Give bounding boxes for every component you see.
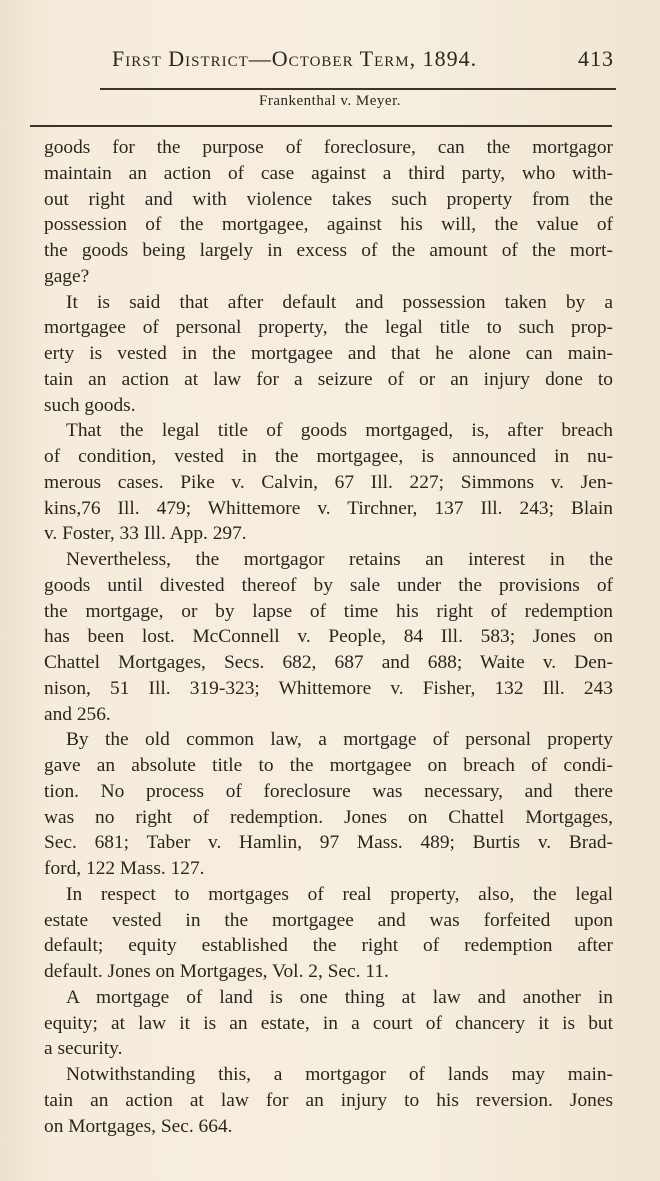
text-line: estate vested in the mortgagee and was forfeited upon xyxy=(44,909,613,931)
paragraph xyxy=(44,1062,613,1139)
text-line: was no right of redemption. Jones on Chattel Mortgages, xyxy=(44,806,613,828)
running-title: First District—October Term, 1894. xyxy=(112,46,478,71)
text-line: erty is vested in the mortgagee and that he alone can main- xyxy=(44,343,613,364)
paragraph xyxy=(44,547,613,727)
text-line: Nevertheless, the mortgagor retains an interest in the xyxy=(66,549,613,570)
text-line: Notwithstanding this, a mortgagor of lands may main- xyxy=(66,1064,613,1085)
text-line: Chattel Mortgages, Secs. 682, 687 and 688; Waite v. Den- xyxy=(44,652,613,673)
text-line: a security. xyxy=(44,1038,123,1060)
text-line: That the legal title of goods mortgaged, is, after breach xyxy=(66,420,613,442)
text-line: ford, 122 Mass. 127. xyxy=(44,858,205,879)
text-line: possession of the mortgagee, against his will, the value of xyxy=(44,214,613,236)
text-line: goods until divested thereof by sale under the provisions of xyxy=(44,574,613,596)
page-number: 413 xyxy=(578,46,614,71)
text-line: tain an action at law for a seizure of or an injury done to xyxy=(44,368,613,390)
text-line: kins,76 Ill. 479; Whittemore v. Tirchner, 137 Ill. 243; Blain xyxy=(44,497,613,519)
running-head xyxy=(112,46,614,76)
text-line: goods for the purpose of foreclosure, can the mortgagor xyxy=(44,137,613,158)
text-line: equity; at law it is an estate, in a court of chancery it is but xyxy=(44,1012,613,1034)
text-line: merous cases. Pike v. Calvin, 67 Ill. 227; Simmons v. Jen- xyxy=(44,471,613,493)
text-line: the goods being largely in excess of the amount of the mort- xyxy=(44,240,613,261)
text-line: Sec. 681; Taber v. Hamlin, 97 Mass. 489; Burtis v. Brad- xyxy=(44,832,613,854)
text-line: maintain an action of case against a third party, who with- xyxy=(44,162,613,184)
paragraph xyxy=(44,882,613,985)
paragraph xyxy=(44,290,613,419)
case-caption: Frankenthal v. Meyer. xyxy=(259,93,401,109)
header-rule-bottom xyxy=(30,125,612,127)
header-rule-top xyxy=(100,88,616,90)
paragraph xyxy=(44,727,613,882)
text-line: A mortgage of land is one thing at law and another in xyxy=(66,986,613,1008)
text-line: and 256. xyxy=(44,703,111,725)
text-line: v. Foster, 33 Ill. App. 297. xyxy=(44,523,247,545)
paragraph xyxy=(44,418,613,547)
text-line: such goods. xyxy=(44,394,136,416)
text-line: By the old common law, a mortgage of personal property xyxy=(66,729,613,751)
text-line: gave an absolute title to the mortgagee on breach of condi- xyxy=(44,755,613,776)
text-line: nison, 51 Ill. 319-323; Whittemore v. Fisher, 132 Ill. 243 xyxy=(44,677,613,699)
text-line: In respect to mortgages of real property, also, the legal xyxy=(66,883,613,905)
body-text xyxy=(44,135,613,1139)
text-line: default; equity established the right of redemption after xyxy=(44,935,613,957)
text-line: mortgagee of personal property, the legal title to such prop- xyxy=(44,317,613,339)
text-line: tain an action at law for an injury to his reversion. Jones xyxy=(44,1089,613,1111)
text-line: on Mortgages, Sec. 664. xyxy=(44,1115,233,1137)
text-line: tion. No process of foreclosure was necessary, and there xyxy=(44,780,613,802)
paragraph xyxy=(44,985,613,1062)
text-line: default. Jones on Mortgages, Vol. 2, Sec. 11. xyxy=(44,961,389,982)
text-line: It is said that after default and possession taken by a xyxy=(66,291,613,313)
text-line: gage? xyxy=(44,265,90,287)
paragraph xyxy=(44,135,613,290)
text-line: has been lost. McConnell v. People, 84 Ill. 583; Jones on xyxy=(44,626,613,648)
text-line: the mortgage, or by lapse of time his right of redemption xyxy=(44,600,613,622)
text-line: out right and with violence takes such property from the xyxy=(44,188,613,210)
text-line: of condition, vested in the mortgagee, is announced in nu- xyxy=(44,446,613,467)
